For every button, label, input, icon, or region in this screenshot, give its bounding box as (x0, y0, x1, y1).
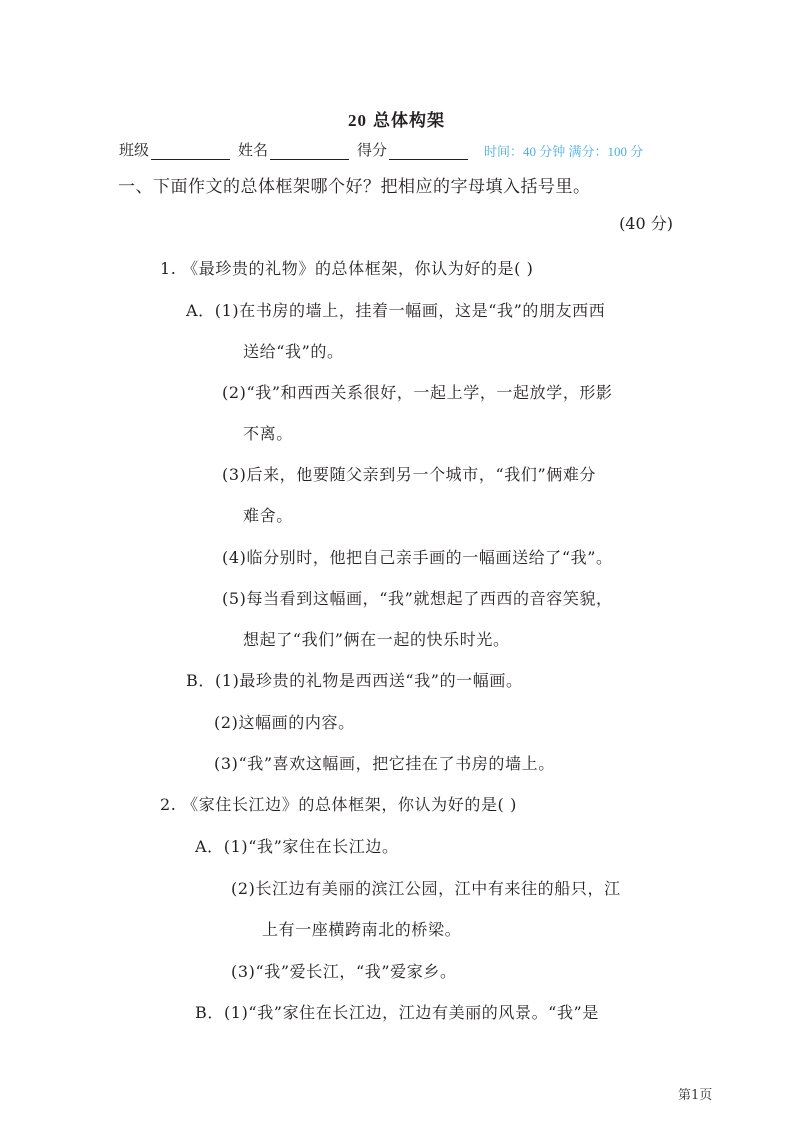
title-number: 20 (348, 111, 367, 130)
name-blank[interactable] (270, 143, 349, 160)
time-score-meta: 时间：40 分钟 满分：100 分 (484, 144, 644, 159)
score-blank[interactable] (389, 143, 468, 160)
q1-option-b-line: B．(1)最珍贵的礼物是西西送“我”的一幅画。 (186, 671, 523, 690)
q1-option-a-line: 难舍。 (243, 506, 293, 525)
section-heading: 一、下面作文的总体框架哪个好？把相应的字母填入括号里。 (118, 177, 591, 197)
q2-option-a-line: (3)“我”爱长江，“我”爱家乡。 (231, 962, 457, 981)
section-score: (40 分) (619, 214, 673, 233)
q1-option-a-line: (2)“我”和西西关系很好，一起上学，一起放学，形影 (222, 383, 613, 402)
score-label: 得分 (357, 141, 388, 159)
q2-option-a-line: 上有一座横跨南北的桥梁。 (262, 920, 462, 939)
question-1-stem: 1. 《最珍贵的礼物》的总体框架，你认为好的是( ) (160, 259, 534, 278)
student-info-row (119, 139, 643, 160)
q1-option-a-line: (5)每当看到这幅画，“我”就想起了西西的音容笑貌， (222, 589, 613, 608)
page-number: 第1页 (678, 1088, 713, 1103)
q1-option-b-line: (3)“我”喜欢这幅画，把它挂在了书房的墙上。 (214, 754, 555, 773)
q1-option-a-line: (3)后来，他要随父亲到另一个城市，“我们”俩难分 (222, 465, 597, 484)
question-2-stem: 2. 《家住长江边》的总体框架，你认为好的是( ) (160, 795, 517, 814)
q1-option-a-line: 不离。 (243, 424, 293, 443)
q1-option-a-line: 送给“我”的。 (243, 342, 344, 361)
q2-option-a-line: (2)长江边有美丽的滨江公园，江中有来往的船只，江 (231, 879, 621, 898)
name-label: 姓名 (238, 141, 269, 159)
class-blank[interactable] (151, 143, 230, 160)
page-title (0, 106, 793, 131)
q1-option-b-line: (2)这幅画的内容。 (214, 713, 355, 732)
q2-option-a-line: A．(1)“我”家住在长江边。 (195, 837, 399, 856)
q1-option-a-line: A．(1)在书房的墙上，挂着一幅画，这是“我”的朋友西西 (186, 301, 606, 320)
q1-option-a-line: 想起了“我们”俩在一起的快乐时光。 (243, 630, 510, 649)
class-label: 班级 (119, 141, 150, 159)
q2-option-b-line: B．(1)“我”家住在长江边，江边有美丽的风景。“我”是 (195, 1003, 599, 1022)
q1-option-a-line: (4)临分别时，他把自己亲手画的一幅画送给了“我”。 (222, 548, 613, 567)
title-text: 总体构架 (373, 111, 445, 131)
